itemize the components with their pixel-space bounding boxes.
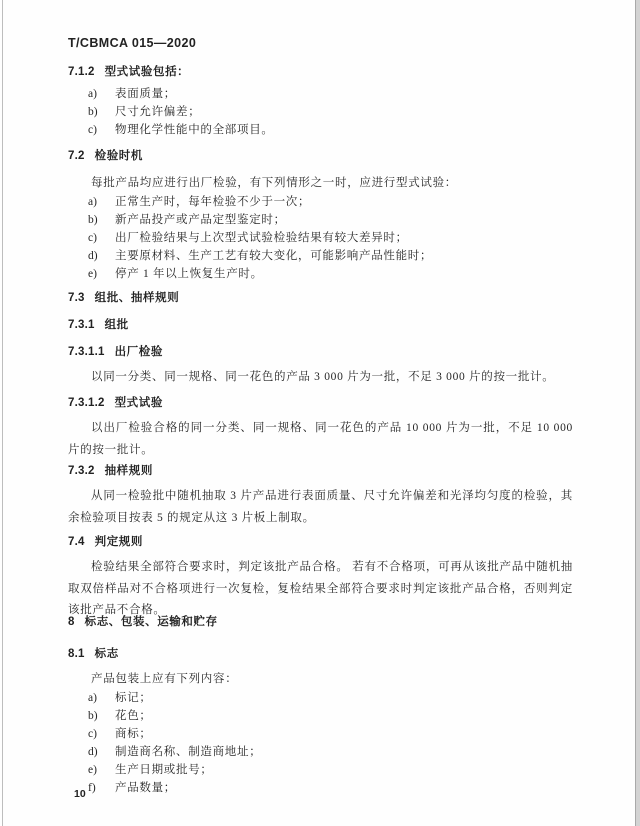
paragraph-7-4: 检验结果全部符合要求时，判定该批产品合格。 若有不合格项，可再从该批产品中随机抽取双倍样品对不合格项进行一次复检，复检结果全部符合要求时判定该批产品合格，否则判定该批产品不合格。 (68, 561, 573, 616)
list-text: 产品数量； (115, 782, 176, 794)
list-marker: f) (88, 782, 96, 794)
list-7-1-2 (68, 85, 573, 139)
list-marker: b) (88, 710, 98, 722)
list-text: 主要原材料、生产工艺有较大变化，可能影响产品性能时； (115, 250, 433, 262)
heading-7-4 (68, 534, 573, 550)
page-right-edge (635, 0, 640, 826)
paragraph-7-3-1-2: 以出厂检验合格的同一分类、同一规格、同一花色的产品 10 000 片为一批，不足 10 000 片的按一批计。 (68, 422, 573, 456)
list-7-2 (68, 193, 573, 283)
heading-number: 7.4 (68, 536, 85, 548)
list-marker: a) (88, 196, 97, 208)
heading-7-3-1-1 (68, 344, 573, 360)
heading-7-3 (68, 290, 573, 306)
list-marker: a) (88, 88, 97, 100)
heading-number: 8.1 (68, 648, 85, 660)
heading-7-3-2 (68, 463, 573, 479)
list-item (88, 121, 573, 139)
list-item (88, 229, 573, 247)
page-left-edge (2, 0, 3, 826)
heading-8-1 (68, 646, 573, 662)
list-text: 出厂检验结果与上次型式试验检验结果有较大差异时； (115, 232, 408, 244)
heading-title: 检验时机 (94, 150, 143, 162)
list-item (88, 85, 573, 103)
list-marker: b) (88, 214, 98, 226)
heading-title: 组批、抽样规则 (94, 292, 180, 304)
list-marker: d) (88, 746, 98, 758)
heading-title: 出厂检验 (114, 346, 163, 358)
list-item (88, 779, 573, 797)
list-marker: e) (88, 268, 97, 280)
list-item (88, 743, 573, 761)
heading-number: 7.1.2 (68, 66, 95, 78)
heading-number: 7.3 (68, 292, 85, 304)
heading-7-2 (68, 148, 573, 164)
list-item (88, 193, 573, 211)
page-number: 10 (74, 788, 86, 800)
heading-title: 组批 (104, 319, 129, 331)
list-item (88, 247, 573, 265)
list-item (88, 725, 573, 743)
paragraph-7-3-1-1: 以同一分类、同一规格、同一花色的产品 3 000 片为一批，不足 3 000 片的按一批计。 (91, 371, 555, 383)
list-8-1 (68, 689, 573, 797)
heading-title: 型式试验 (114, 397, 163, 409)
list-item (88, 265, 573, 283)
list-item (88, 103, 573, 121)
heading-number: 7.3.1.2 (68, 397, 105, 409)
list-marker: c) (88, 728, 97, 740)
list-text: 商标； (115, 728, 152, 740)
heading-number: 7.2 (68, 150, 85, 162)
list-text: 停产 1 年以上恢复生产时。 (115, 268, 263, 280)
heading-7-3-1 (68, 317, 573, 333)
paragraph-7-2-intro: 每批产品均应进行出厂检验，有下列情形之一时，应进行型式试验： (91, 177, 457, 189)
list-marker: e) (88, 764, 97, 776)
heading-title: 标志、包装、运输和贮存 (84, 616, 218, 628)
list-marker: c) (88, 232, 97, 244)
heading-8 (68, 614, 573, 630)
list-text: 物理化学性能中的全部项目。 (115, 124, 274, 136)
list-item (88, 761, 573, 779)
heading-title: 标志 (94, 648, 119, 660)
heading-number: 7.3.1 (68, 319, 95, 331)
list-marker: c) (88, 124, 97, 136)
list-text: 标记； (115, 692, 152, 704)
list-text: 表面质量； (115, 88, 176, 100)
list-text: 正常生产时，每年检验不少于一次； (115, 196, 311, 208)
list-text: 花色； (115, 710, 152, 722)
doc-code-header: T/CBMCA 015—2020 (68, 36, 197, 50)
list-item (88, 707, 573, 725)
heading-7-3-1-2 (68, 395, 573, 411)
list-item (88, 211, 573, 229)
heading-title: 抽样规则 (104, 465, 153, 477)
list-text: 制造商名称、制造商地址； (115, 746, 262, 758)
list-marker: b) (88, 106, 98, 118)
list-text: 生产日期或批号； (115, 764, 213, 776)
paragraph-8-1-intro: 产品包装上应有下列内容： (91, 673, 238, 685)
page-content (68, 0, 573, 826)
heading-number: 7.3.1.1 (68, 346, 105, 358)
list-text: 尺寸允许偏差； (115, 106, 201, 118)
heading-number: 7.3.2 (68, 465, 95, 477)
list-text: 新产品投产或产品定型鉴定时； (115, 214, 286, 226)
list-marker: d) (88, 250, 98, 262)
list-marker: a) (88, 692, 97, 704)
paragraph-7-3-2: 从同一检验批中随机抽取 3 片产品进行表面质量、尺寸允许偏差和光泽均匀度的检验，其余检验项目按表 5 的规定从这 3 片板上制取。 (68, 490, 573, 524)
heading-title: 判定规则 (94, 536, 143, 548)
heading-number: 8 (68, 616, 75, 628)
heading-7-1-2 (68, 64, 573, 80)
list-item (88, 689, 573, 707)
heading-title: 型式试验包括： (104, 66, 190, 78)
